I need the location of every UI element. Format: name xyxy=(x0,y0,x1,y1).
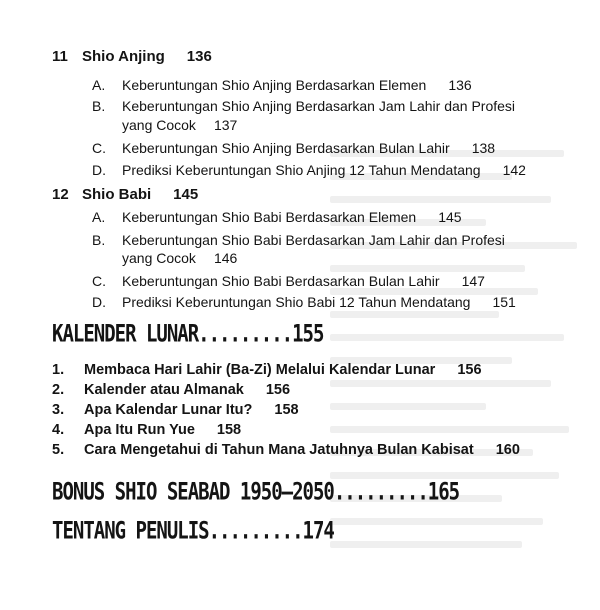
item-text: Membaca Hari Lahir (Ba-Zi) Melalui Kalendar Lunar xyxy=(84,362,436,378)
item-text: Prediksi Keberuntungan Shio Anjing 12 Tahun Mendatang xyxy=(122,162,481,178)
item-text: Prediksi Keberuntungan Shio Babi 12 Tahun Mendatang xyxy=(122,294,471,310)
chapter-page: 145 xyxy=(173,186,199,203)
item-page: 156 xyxy=(457,362,482,378)
item-letter: A. xyxy=(92,209,106,225)
item-page: 156 xyxy=(265,382,291,398)
bonus-shio-heading: BONUS SHIO SEABAD 1950–2050.........165 xyxy=(52,478,460,506)
chapter-number: 12 xyxy=(52,186,69,203)
item-number: 5. xyxy=(52,442,65,458)
item-text: Keberuntungan Shio Anjing Berdasarkan Jam Lahir dan Profesi xyxy=(122,98,516,114)
item-text: Apa Itu Run Yue xyxy=(84,422,195,438)
item-page: 137 xyxy=(213,117,238,133)
chapter-number: 11 xyxy=(52,48,68,65)
item-text: Apa Kalendar Lunar Itu? xyxy=(84,402,253,418)
item-number: 3. xyxy=(52,402,65,418)
item-text: Keberuntungan Shio Anjing Berdasarkan Elemen xyxy=(122,77,427,93)
item-page: 147 xyxy=(461,273,485,289)
item-text: Keberuntungan Shio Anjing Berdasarkan Bulan Lahir xyxy=(122,140,450,156)
item-page: 158 xyxy=(274,402,299,418)
item-number: 1. xyxy=(52,362,65,378)
item-page: 160 xyxy=(495,442,520,458)
item-letter: A. xyxy=(92,77,106,93)
item-page: 136 xyxy=(448,77,472,93)
item-letter: B. xyxy=(92,232,106,248)
chapter-page: 136 xyxy=(186,48,212,65)
item-page: 146 xyxy=(213,250,238,266)
item-page: 138 xyxy=(471,140,496,156)
item-letter: D. xyxy=(92,162,106,178)
item-text: Kalender atau Almanak xyxy=(84,382,244,398)
item-text: Cara Mengetahui di Tahun Mana Jatuhnya Bulan Kabisat xyxy=(84,442,474,458)
item-page: 158 xyxy=(216,422,242,438)
item-page: 151 xyxy=(492,294,516,310)
tentang-penulis-heading: TENTANG PENULIS.........174 xyxy=(52,517,334,545)
item-letter: C. xyxy=(92,273,106,289)
item-text: Keberuntungan Shio Babi Berdasarkan Jam Lahir dan Profesi xyxy=(122,232,505,248)
item-page: 145 xyxy=(438,209,462,225)
item-number: 2. xyxy=(52,382,65,398)
chapter-title-text: Shio Anjing xyxy=(82,48,165,65)
item-letter: C. xyxy=(92,140,106,156)
kalender-lunar-heading: KALENDER LUNAR.........155 xyxy=(52,320,324,348)
item-number: 4. xyxy=(52,422,65,438)
item-text-continued: yang Cocok xyxy=(122,250,196,266)
chapter-12-title xyxy=(52,186,198,203)
item-text: Keberuntungan Shio Babi Berdasarkan Elemen xyxy=(122,209,417,225)
item-letter: B. xyxy=(92,98,106,114)
item-letter: D. xyxy=(92,294,106,310)
chapter-11-item-b-continuation xyxy=(122,117,237,133)
item-page: 142 xyxy=(502,162,526,178)
item-text-continued: yang Cocok xyxy=(122,117,196,133)
chapter-11-title xyxy=(52,48,212,65)
chapter-12-item-b-continuation xyxy=(122,250,237,266)
item-text: Keberuntungan Shio Babi Berdasarkan Bulan Lahir xyxy=(122,273,440,289)
chapter-title-text: Shio Babi xyxy=(82,186,152,203)
